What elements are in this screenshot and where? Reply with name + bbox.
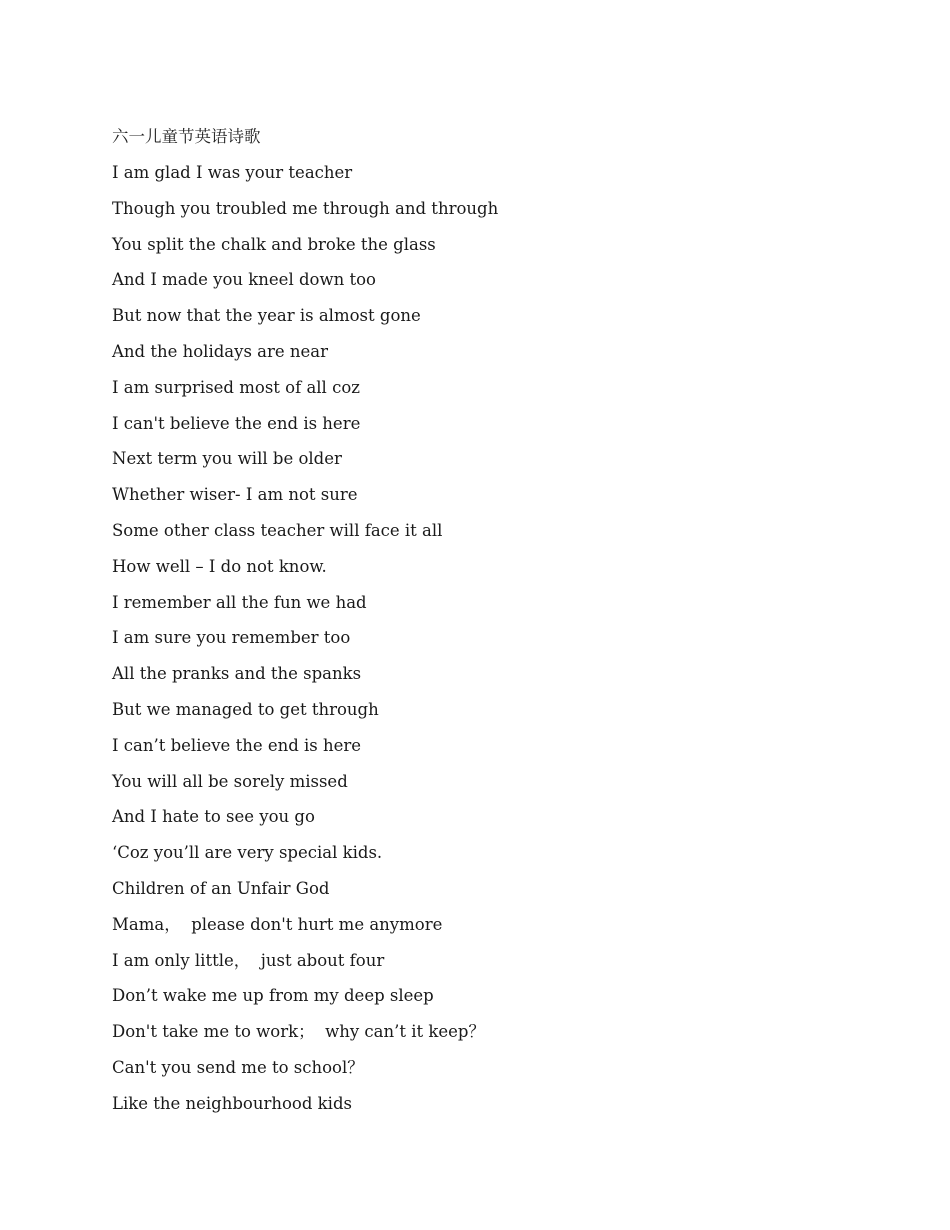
poem-line: I am surprised most of all coz bbox=[112, 377, 360, 397]
poem-line: But now that the year is almost gone bbox=[112, 306, 421, 326]
poem-line: And the holidays are near bbox=[112, 341, 329, 361]
poem-line: Mama， please don't hurt me anymore bbox=[112, 914, 443, 934]
poem-line: Children of an Unfair God bbox=[112, 878, 330, 898]
poem-line: I am glad I was your teacher bbox=[112, 163, 353, 182]
document-title: 六一儿童节英语诗歌 bbox=[112, 127, 261, 146]
poem-line: And I hate to see you go bbox=[112, 807, 315, 827]
poem-line: And I made you kneel down too bbox=[112, 270, 376, 290]
poem-line: Can't you send me to school？ bbox=[112, 1057, 364, 1077]
poem-line: Don’t wake me up from my deep sleep bbox=[112, 986, 434, 1006]
poem-line: Though you troubled me through and through bbox=[112, 198, 499, 218]
poem-line: But we managed to get through bbox=[112, 699, 379, 719]
poem-line: ‘Coz you’ll are very special kids. bbox=[112, 843, 383, 863]
poem-line: All the pranks and the spanks bbox=[112, 664, 362, 684]
poem-line: I am sure you remember too bbox=[112, 628, 351, 648]
poem-line: You split the chalk and broke the glass bbox=[112, 234, 436, 254]
poem-lines bbox=[112, 155, 812, 1122]
poem-line: Don't take me to work； why can’t it keep？ bbox=[112, 1022, 485, 1042]
poem-line: I remember all the fun we had bbox=[112, 592, 367, 612]
poem-line: I am only little， just about four bbox=[112, 950, 385, 970]
poem-line: Whether wiser- I am not sure bbox=[112, 485, 358, 505]
poem-line: Like the neighbourhood kids bbox=[112, 1093, 352, 1113]
poem-line: How well – I do not know. bbox=[112, 556, 327, 576]
poem-line: I can’t believe the end is here bbox=[112, 735, 362, 755]
poem-line: You will all be sorely missed bbox=[112, 771, 348, 791]
poem-line: I can't believe the end is here bbox=[112, 413, 361, 433]
poem-body bbox=[112, 119, 812, 1122]
poem-line: Some other class teacher will face it all bbox=[112, 520, 443, 540]
poem-line: Next term you will be older bbox=[112, 449, 342, 469]
